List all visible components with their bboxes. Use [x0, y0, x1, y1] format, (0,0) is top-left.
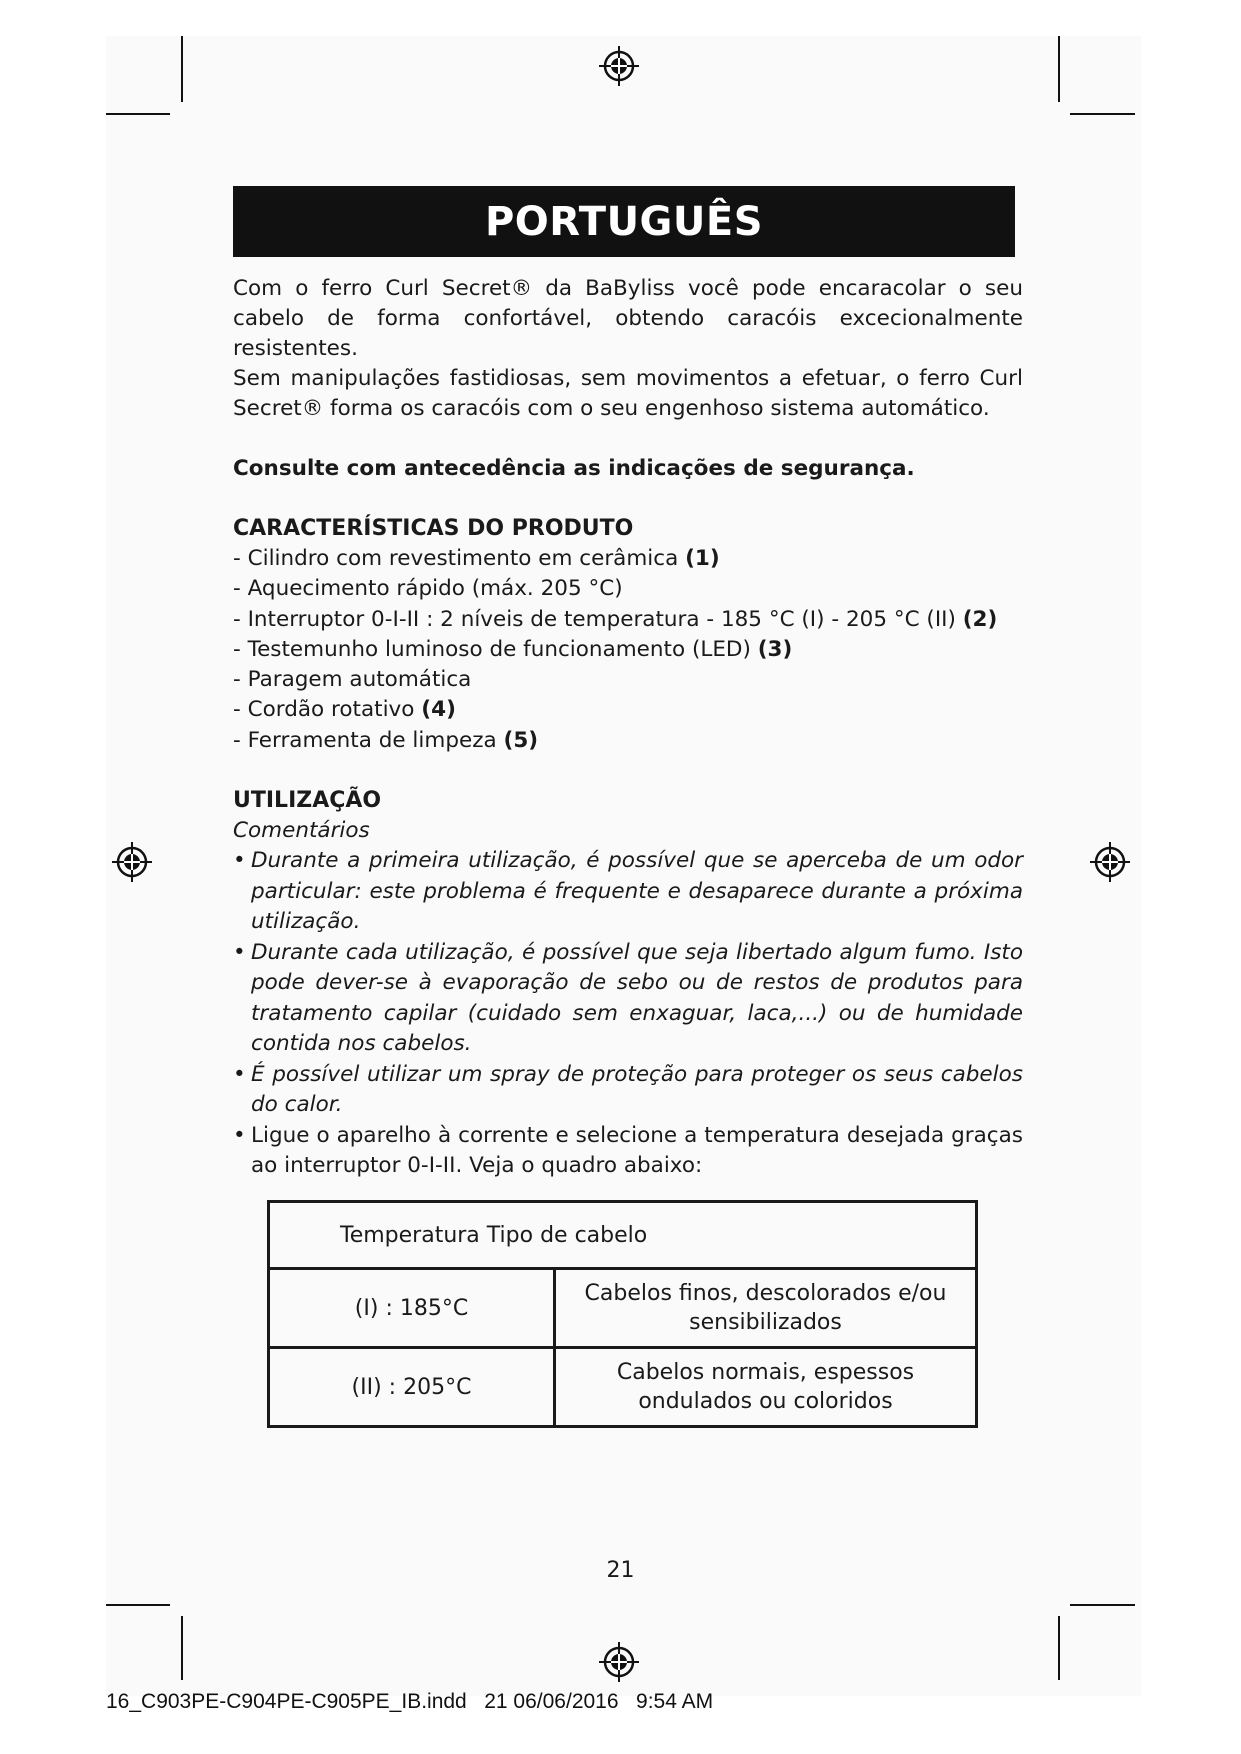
feature-text: - Ferramenta de limpeza — [233, 727, 497, 753]
feature-text: - Cilindro com revestimento em cerâmica — [233, 546, 679, 571]
feature-ref: (1) — [685, 546, 720, 571]
crop-mark — [181, 1616, 183, 1680]
usage-bullets — [233, 846, 1023, 1182]
table-header: Temperatura Tipo de cabelo — [269, 1202, 977, 1269]
page-number: 21 — [606, 1558, 635, 1583]
list-item — [233, 574, 1023, 604]
list-item: • Durante a primeira utilização, é possível que se aperceba de um odor particular: este problema é frequente e desaparece durante a próxima utilização. — [233, 846, 1023, 938]
list-item: • É possível utilizar um spray de proteção para proteger os seus cabelos do calor. — [233, 1060, 1023, 1121]
crop-mark — [1058, 36, 1060, 102]
comments-label: Comentários — [233, 818, 370, 844]
features-list — [233, 544, 1023, 756]
list-item — [233, 605, 1023, 635]
feature-text: - Paragem automática — [233, 667, 472, 693]
crop-mark — [106, 1604, 170, 1606]
feature-ref: (3) — [757, 636, 793, 662]
list-item: • Durante cada utilização, é possível que seja libertado algum fumo. Isto pode dever-se à evaporação de sebo ou de restos de produtos para tratamento capilar (cuidado sem enxaguar, laca,...) ou de humidade contida nos cabelos. — [233, 938, 1023, 1060]
feature-ref: (5) — [503, 727, 539, 753]
table-cell-hair-type: Cabelos finos, descolorados e/ou sensibilizados — [555, 1269, 977, 1348]
registration-mark-icon — [597, 44, 641, 88]
main-content — [233, 274, 1023, 1182]
list-item: • Ligue o aparelho à corrente e selecione a temperatura desejada graças ao interruptor 0-I-II. Veja o quadro abaixo: — [233, 1121, 1023, 1182]
safety-warning: Consulte com antecedência as indicações de segurança. — [233, 456, 915, 481]
feature-text: - Aquecimento rápido (máx. 205 °C) — [233, 576, 623, 602]
features-heading: CARACTERÍSTICAS DO PRODUTO — [233, 516, 634, 541]
feature-ref: (4) — [421, 697, 456, 723]
list-item — [233, 544, 1023, 574]
feature-ref: (2) — [962, 606, 998, 632]
registration-mark-icon — [597, 1640, 641, 1684]
feature-text: - Cordão rotativo — [233, 697, 415, 723]
feature-text: - Testemunho luminoso de funcionamento (LED) — [233, 636, 751, 662]
table-row — [269, 1348, 977, 1427]
crop-mark — [181, 36, 183, 102]
crop-mark — [1070, 1604, 1135, 1606]
intro-paragraph: Sem manipulações fastidiosas, sem movimentos a efetuar, o ferro Curl Secret® forma os caracóis com o seu engenhoso sistema automático. — [233, 366, 1023, 421]
registration-mark-icon — [110, 840, 154, 884]
print-slug: 16_C903PE-C904PE-C905PE_IB.indd 21 06/06/2016 9:54 AM — [106, 1690, 714, 1713]
intro-paragraph: Com o ferro Curl Secret® da BaByliss você pode encaracolar o seu cabelo de forma confortável, obtendo caracóis excecionalmente resistentes. — [233, 276, 1023, 361]
usage-heading: UTILIZAÇÃO — [233, 788, 382, 814]
list-item — [233, 726, 1023, 756]
intro-text — [233, 274, 1023, 424]
list-item — [233, 695, 1023, 725]
crop-mark — [1058, 1616, 1060, 1680]
temperature-table — [267, 1200, 978, 1428]
crop-mark — [106, 113, 170, 115]
feature-text: - Interruptor 0-I-II : 2 níveis de temperatura - 185 °C (I) - 205 °C (II) — [233, 606, 956, 632]
crop-mark — [1070, 113, 1135, 115]
list-item — [233, 665, 1023, 695]
table-cell-hair-type: Cabelos normais, espessos ondulados ou coloridos — [555, 1348, 977, 1427]
registration-mark-icon — [1088, 840, 1132, 884]
list-item — [233, 635, 1023, 665]
table-row — [269, 1269, 977, 1348]
table-cell-temperature: (I) : 185°C — [269, 1269, 555, 1348]
table-cell-temperature: (II) : 205°C — [269, 1348, 555, 1427]
page-title: PORTUGUÊS — [233, 186, 1015, 257]
